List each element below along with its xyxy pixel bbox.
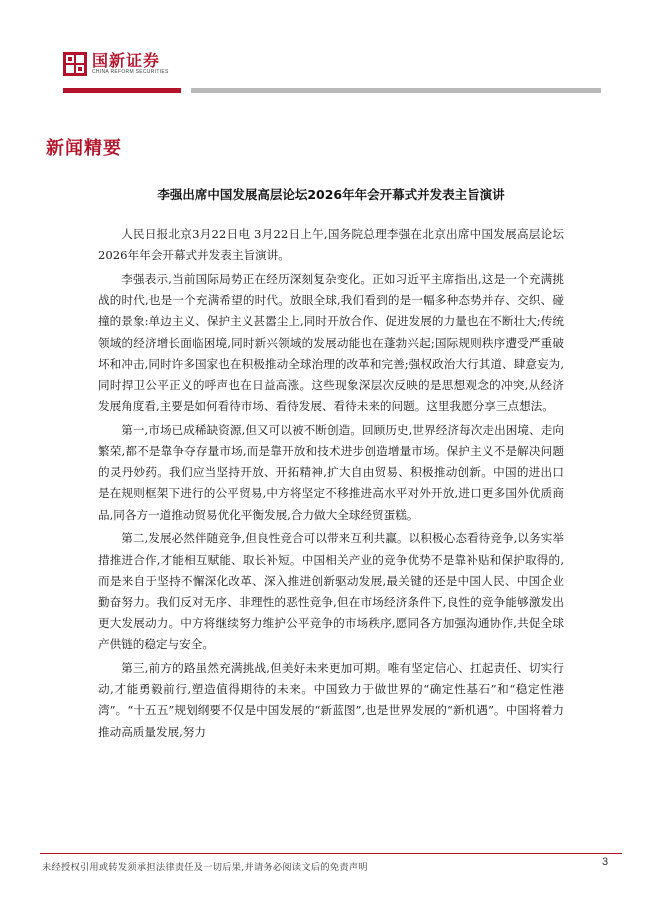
article-body xyxy=(98,224,564,745)
article-paragraph: 第一,市场已成稀缺资源,但又可以被不断创造。回顾历史,世界经济每次走出困境、走向繁荣,都不是靠争夺存量市场,而是靠开放和技术进步创造增量市场。保护主义不是解决问题的灵丹妙药。我们应当坚持开放、开拓精神,扩大自由贸易、积极推动创新。中国的进出口是在规则框架下进行的公平贸易,中方将坚定不移推进高水平对外开放,进口更多国外优质商品,同各方一道推动贸易优化平衡发展,合力做大全球经贸蛋糕。 xyxy=(98,422,564,522)
header-accent-bar xyxy=(63,88,181,93)
section-title: 新闻精要 xyxy=(46,138,122,159)
article-paragraph: 第三,前方的路虽然充满挑战,但美好未来更加可期。唯有坚定信心、扛起责任、切实行动,才能勇毅前行,塑造值得期待的未来。中国致力于做世界的“确定性基石”和“稳定性港湾”。“十五五”规划纲要不仅是中国发展的“新蓝图”,也是世界发展的“新机遇”。中国将着力推动高质量发展,努力 xyxy=(98,661,564,739)
article-paragraph: 第二,发展必然伴随竞争,但良性竞合可以带来互利共赢。以积极心态看待竞争,以务实举措推进合作,才能相互赋能、取长补短。中国相关产业的竞争优势不是靠补贴和保护取得的,而是来自于坚持不懈深化改革、深入推进创新驱动发展,最关键的还是中国人民、中国企业勤奋努力。我们反对无序、非理性的恶性竞争,但在市场经济条件下,良性的竞争能够激发出更大发展动力。中方将继续努力维护公平竞争的市场秩序,愿同各方加强沟通协作,共促全球产供链的稳定与安全。 xyxy=(98,531,564,652)
logo-name-cn: 国新证券 xyxy=(92,50,161,70)
company-logo xyxy=(63,52,169,76)
header-divider-bar xyxy=(191,88,601,93)
article-title: 李强出席中国发展高层论坛2026年年会开幕式并发表主旨演讲 xyxy=(157,187,505,202)
page-number: 3 xyxy=(602,856,609,868)
logo-name-en: CHINA REFORM SECURITIES xyxy=(92,68,169,75)
footer-disclaimer: 未经授权引用或转发须承担法律责任及一切后果,并请务必阅读文后的免责声明 xyxy=(42,862,368,873)
article-paragraph: 李强表示,当前国际局势正在经历深刻复杂变化。正如习近平主席指出,这是一个充满挑战的时代,也是一个充满希望的时代。放眼全球,我们看到的是一幅多种态势并存、交织、碰撞的景象:单边主义、保护主义甚嚣尘上,同时开放合作、促进发展的力量也在不断壮大;传统领域的经济增长面临困境,同时新兴领域的发展动能也在蓬勃兴起;国际规则秩序遭受严重破坏和冲击,同时许多国家也在积极推动全球治理的改革和完善;强权政治大行其道、肆意妄为,同时捍卫公平正义的呼声也在日益高涨。这些现象深层次反映的是思想观念的冲突,从经济发展角度看,主要是如何看待市场、看待发展、看待未来的问题。这里我愿分享三点想法。 xyxy=(98,271,564,414)
logo-mark-icon xyxy=(63,52,87,76)
article-paragraph: 人民日报北京3月22日电 3月22日上午,国务院总理李强在北京出席中国发展高层论坛2026年年会开幕式并发表主旨演讲。 xyxy=(98,227,564,263)
footer-divider xyxy=(40,853,622,854)
logo-text xyxy=(92,50,169,76)
page-header xyxy=(0,0,662,100)
